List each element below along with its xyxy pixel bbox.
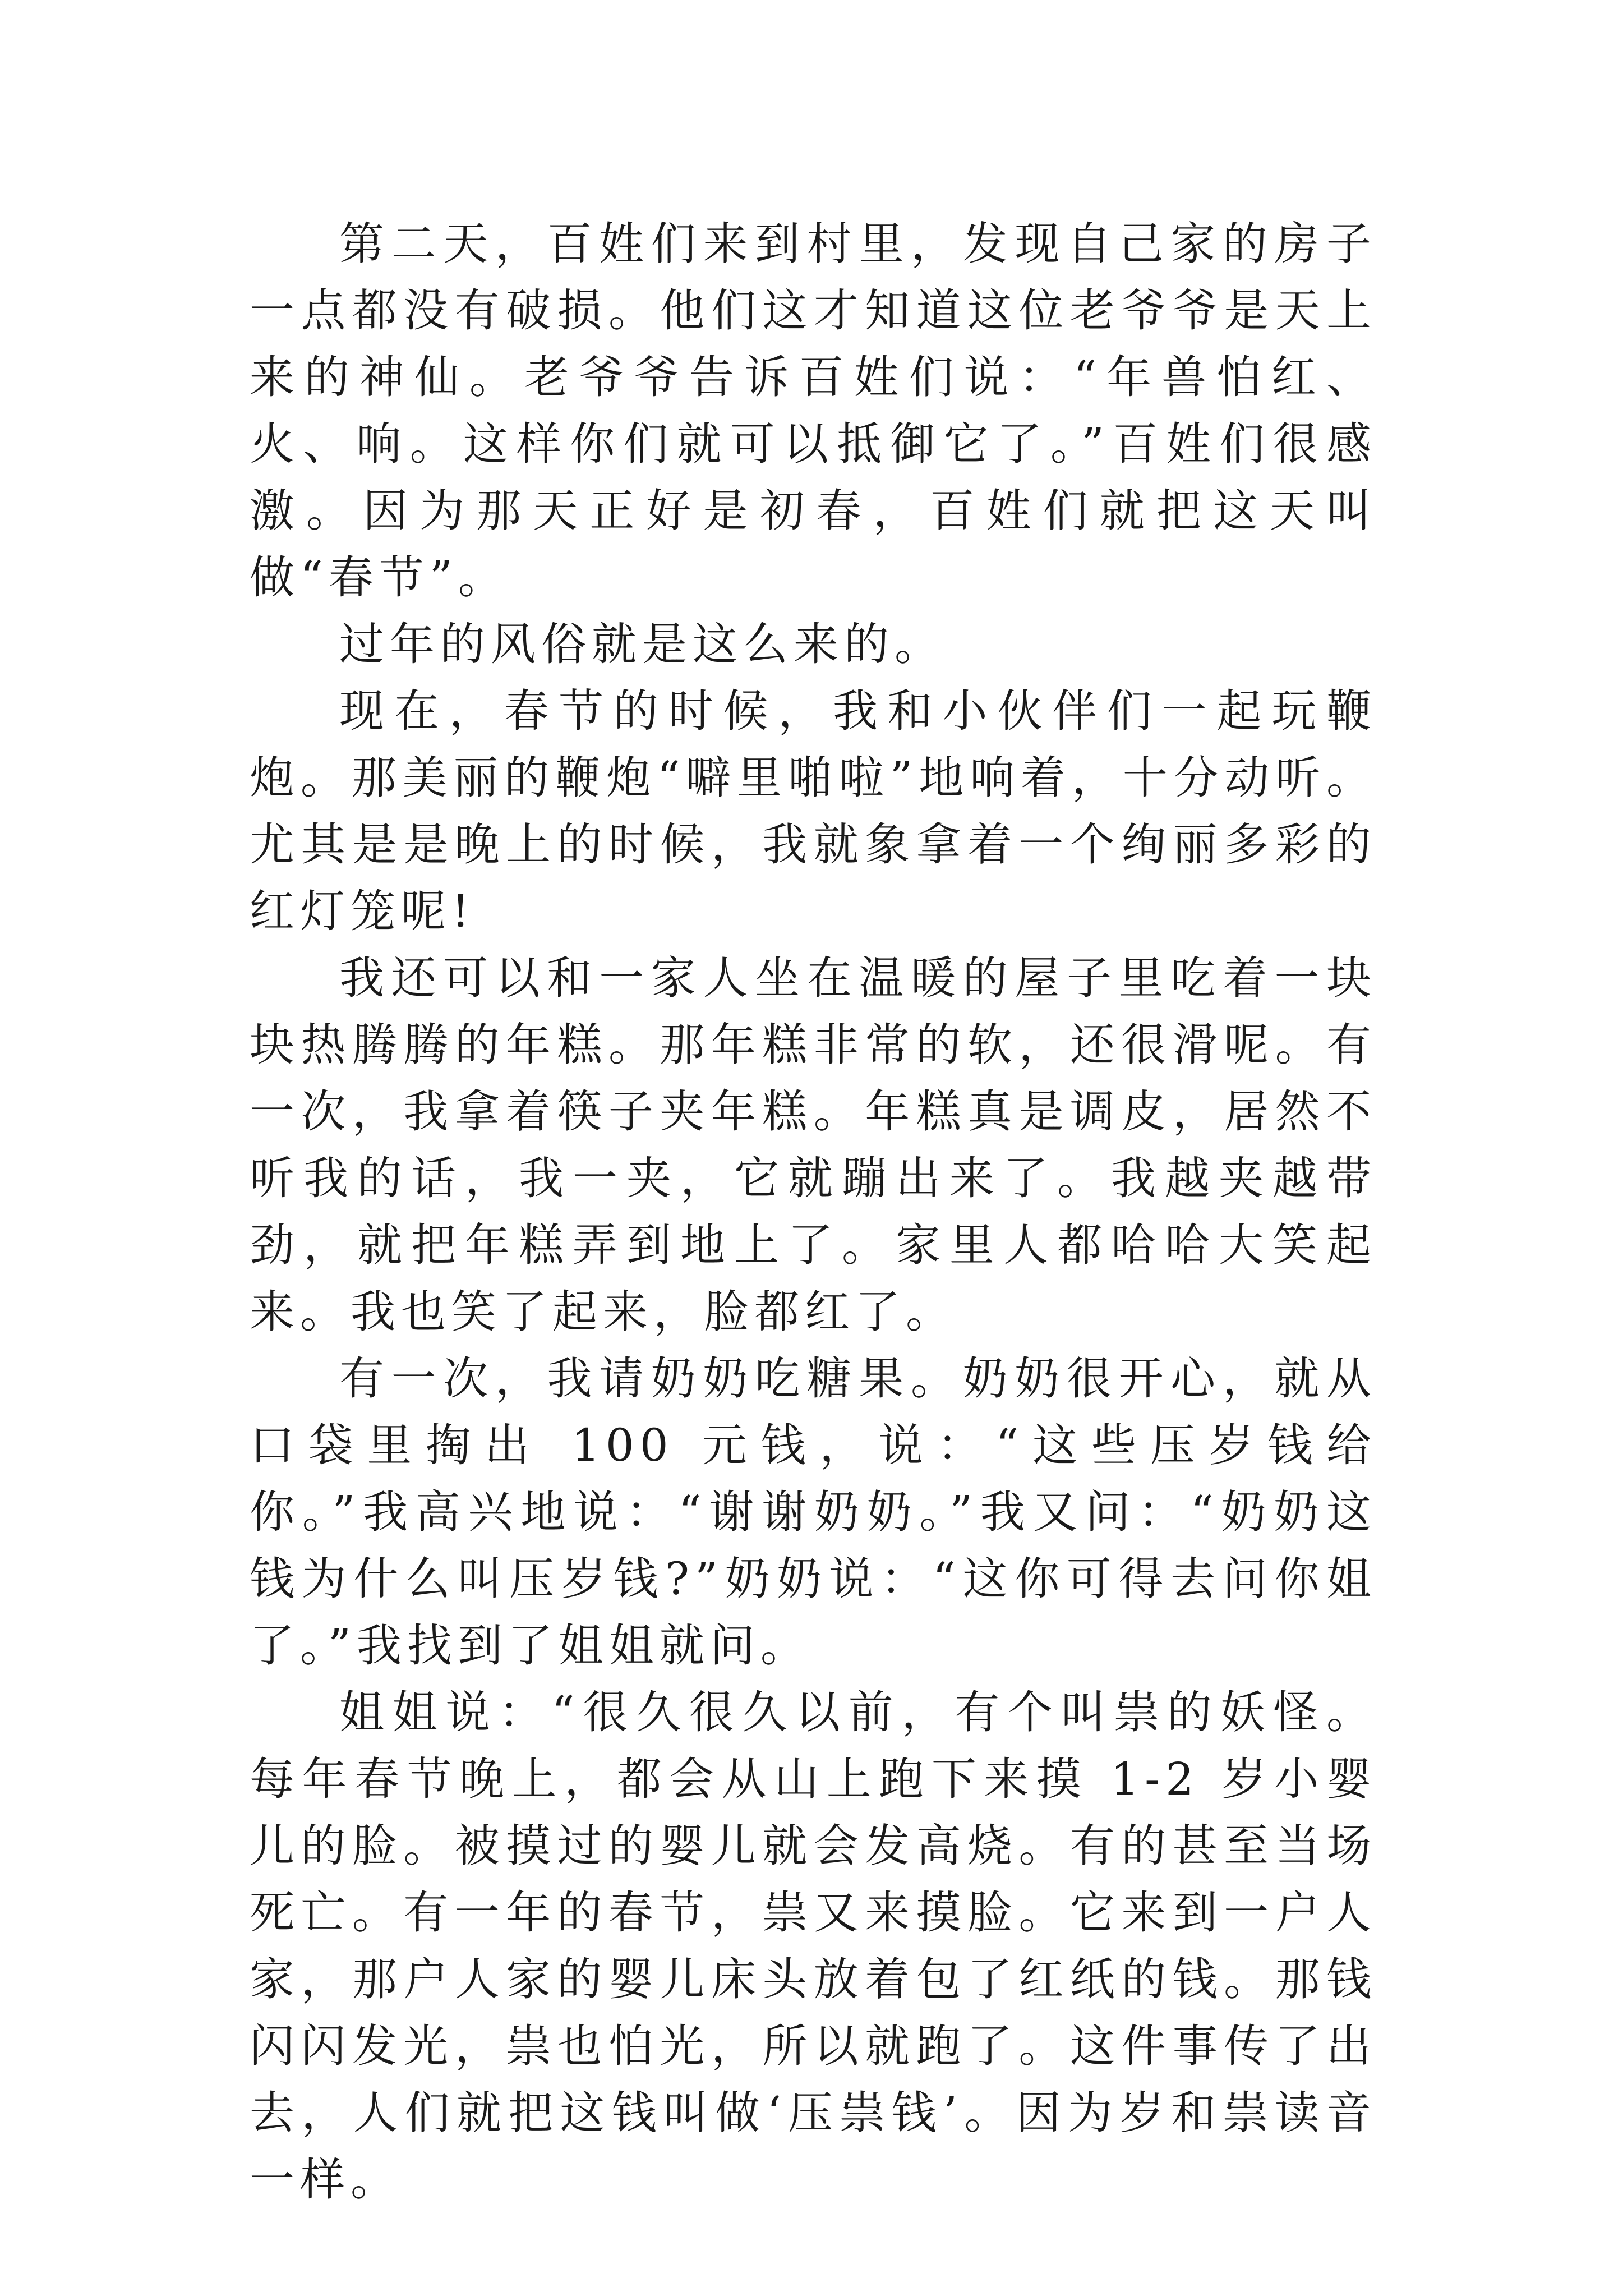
paragraph-2: 过年的风俗就是这么来的。 <box>339 618 945 670</box>
paragraph-6: 姐姐说：“很久很久以前，有个叫祟的妖怪。每年春节晚上，都会从山上跑下来摸 1-2 岁小婴儿的脸。被摸过的婴儿就会发高烧。有的甚至当场死亡。有一年的春节，祟又来摸脸。它来到一户人家，那户人家的婴儿床头放着包了红纸的钱。那钱闪闪发光，祟也怕光，所以就跑了。这件事传了出去，人们就把这钱叫做‘压祟钱’。因为岁和祟读音一样。 <box>250 1686 1377 2206</box>
paragraph-5: 有一次，我请奶奶吃糖果。奶奶很开心，就从口袋里掏出 100 元钱，说：“这些压岁钱给你。”我高兴地说：“谢谢奶奶。”我又问：“奶奶这钱为什么叫压岁钱?”奶奶说：“这你可得去问你姐了。”我找到了姐姐就问。 <box>250 1352 1377 1672</box>
paragraph-1: 第二天，百姓们来到村里，发现自己家的房子一点都没有破损。他们这才知道这位老爷爷是天上来的神仙。老爷爷告诉百姓们说：“年兽怕红、火、响。这样你们就可以抵御它了。”百姓们很感激。因为那天正好是初春，百姓们就把这天叫做“春节”。 <box>250 218 1377 604</box>
body-text <box>250 210 1377 2213</box>
paragraph-4: 我还可以和一家人坐在温暖的屋子里吃着一块块热腾腾的年糕。那年糕非常的软，还很滑呢。有一次，我拿着筷子夹年糕。年糕真是调皮，居然不听我的话，我一夹，它就蹦出来了。我越夹越带劲，就把年糕弄到地上了。家里人都哈哈大笑起来。我也笑了起来，脸都红了。 <box>250 952 1377 1338</box>
paragraph-3: 现在，春节的时候，我和小伙伴们一起玩鞭炮。那美丽的鞭炮“噼里啪啦”地响着，十分动听。尤其是是晚上的时候，我就象拿着一个绚丽多彩的红灯笼呢! <box>250 685 1377 937</box>
